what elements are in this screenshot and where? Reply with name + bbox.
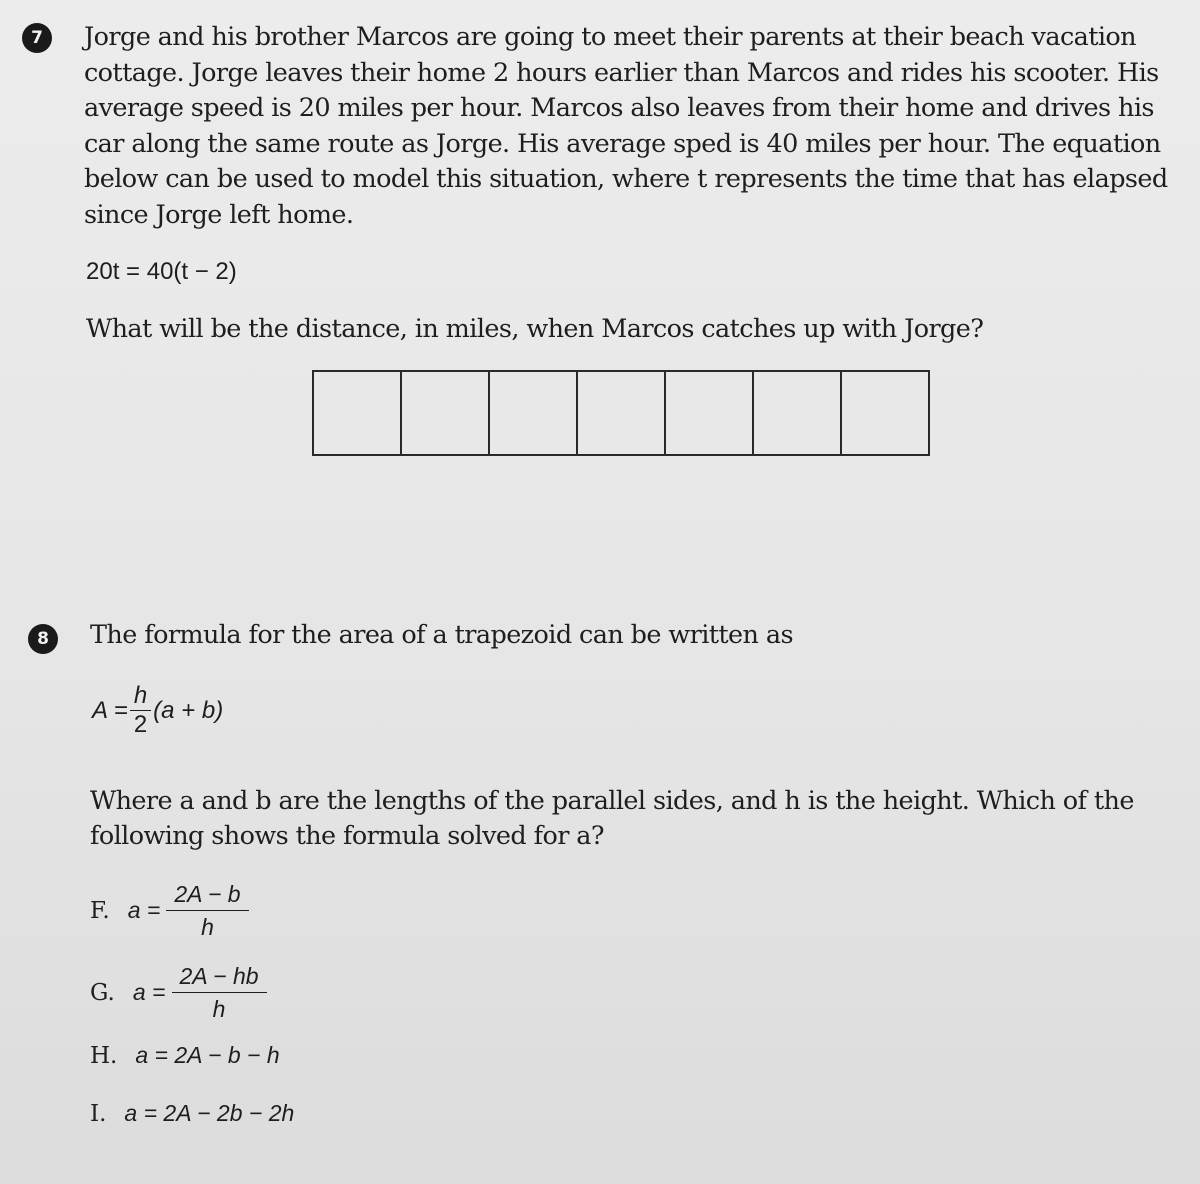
question-7-line: car along the same route as Jorge. His average sped is 40 miles per hour. The equation (84, 128, 1161, 159)
answer-cell[interactable] (666, 372, 754, 454)
answer-cell[interactable] (754, 372, 842, 454)
question-8-line: following shows the formula solved for a? (90, 821, 604, 851)
formula-denominator: 2 (133, 711, 148, 738)
choice-denominator: h (212, 996, 226, 1022)
trapezoid-area-formula (92, 682, 223, 739)
question-8-number: 8 (28, 624, 58, 654)
formula-lhs: A = (92, 696, 128, 724)
choice-letter: H. (90, 1042, 118, 1069)
choice-fraction (166, 878, 248, 943)
question-7-prompt: What will be the distance, in miles, when Marcos catches up with Jorge? (86, 314, 984, 344)
answer-cell[interactable] (402, 372, 490, 454)
choice-i[interactable] (90, 1100, 294, 1127)
answer-cell[interactable] (314, 372, 402, 454)
question-8-text (90, 784, 1190, 854)
choice-letter: I. (90, 1100, 107, 1127)
question-8-intro: The formula for the area of a trapezoid can be written as (90, 620, 793, 650)
answer-cell[interactable] (578, 372, 666, 454)
choice-numerator: 2A − hb (172, 960, 267, 993)
choice-denominator: h (201, 914, 214, 940)
question-7-line: below can be used to model this situation, where t represents the time that has elapsed (84, 164, 1168, 194)
question-7-line: cottage. Jorge leaves their home 2 hours earlier than Marcos and rides his scooter. His (84, 57, 1159, 88)
answer-cell[interactable] (490, 372, 578, 454)
formula-fraction (130, 682, 151, 739)
choice-fraction (172, 960, 267, 1025)
question-7-text (84, 20, 1194, 233)
question-7-line: since Jorge left home. (84, 199, 354, 230)
question-7-number: 7 (22, 23, 52, 53)
choice-expression: a = 2A − b − h (135, 1042, 280, 1068)
answer-cell[interactable] (842, 372, 928, 454)
choice-f[interactable] (90, 878, 251, 943)
choice-g[interactable] (90, 960, 269, 1025)
question-7-line: average speed is 20 miles per hour. Marcos also leaves from their home and drives his (84, 93, 1154, 123)
choice-lhs: a = (132, 979, 166, 1005)
formula-rest: (a + b) (153, 696, 224, 724)
choice-letter: F. (90, 897, 110, 924)
choice-lhs: a = (127, 897, 161, 923)
choice-expression: a = 2A − 2b − 2h (124, 1100, 295, 1126)
choice-numerator: 2A − b (166, 878, 248, 911)
choice-letter: G. (90, 979, 115, 1006)
question-7-equation: 20t = 40(t − 2) (86, 258, 237, 285)
question-7-line: Jorge and his brother Marcos are going to meet their parents at their beach vacation (84, 22, 1137, 52)
choice-h[interactable] (90, 1042, 280, 1069)
question-8-line: Where a and b are the lengths of the parallel sides, and h is the height. Which of the (90, 786, 1134, 816)
formula-numerator: h (130, 682, 151, 711)
answer-grid (312, 370, 930, 456)
